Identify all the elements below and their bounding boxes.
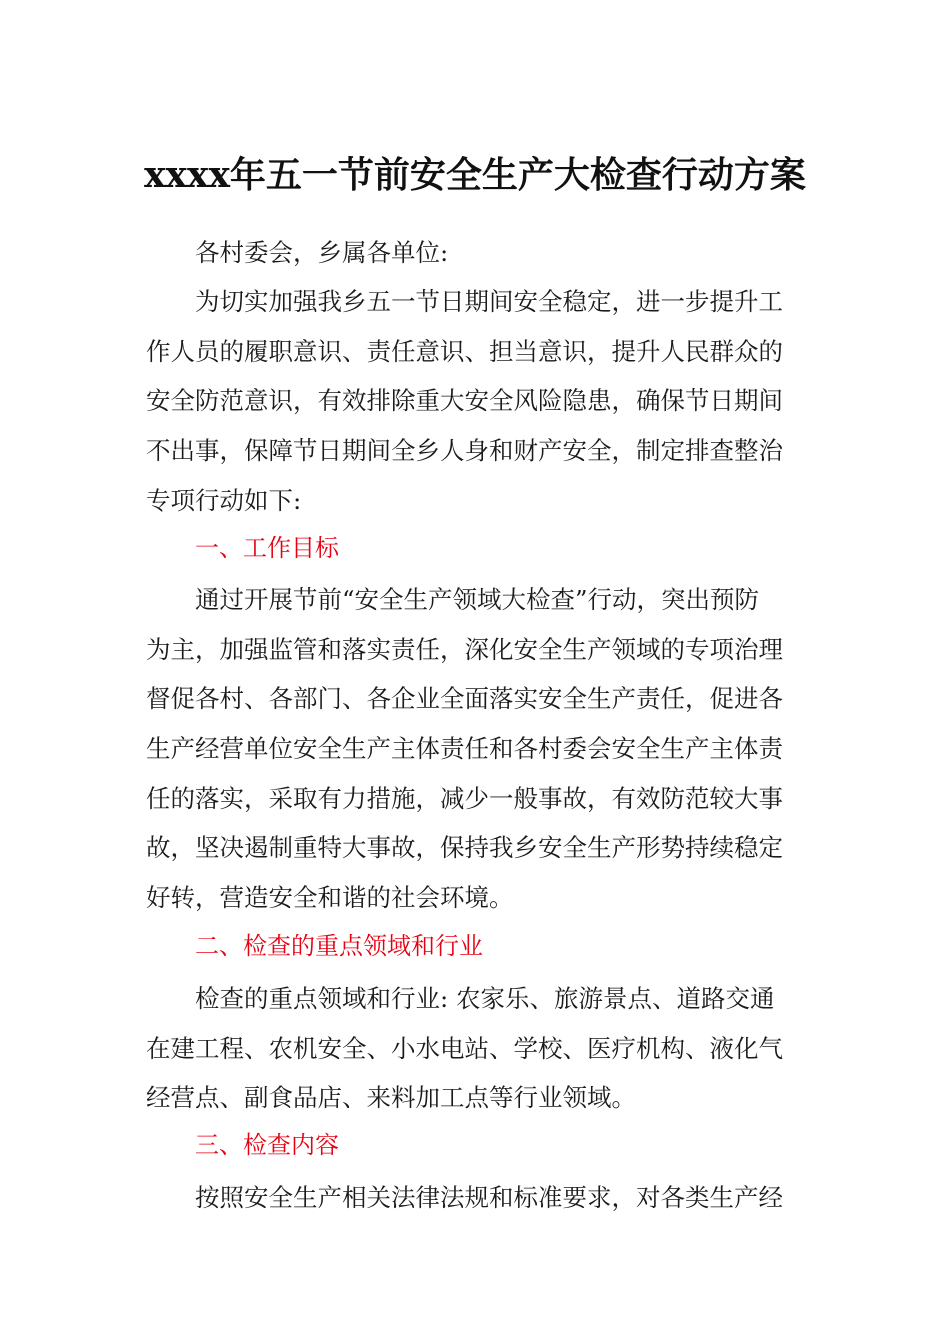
intro-paragraph	[146, 277, 808, 525]
paragraph-line: 检查的重点领域和行业: 农家乐、旅游景点、道路交通	[195, 984, 775, 1013]
salutation-paragraph	[146, 228, 808, 278]
paragraph-line: 不出事，保障节日期间全乡人身和财产安全，制定排查整治	[146, 436, 783, 466]
paragraph-line: 督促各村、各部门、各企业全面落实安全生产责任，促进各	[146, 684, 783, 714]
paragraph-line: 为切实加强我乡五一节日期间安全稳定，进一步提升工	[195, 287, 783, 316]
paragraph-line: 专项行动如下:	[146, 485, 302, 515]
paragraph-line: 经营点、副食品店、来料加工点等行业领域。	[146, 1083, 636, 1113]
work-goals-paragraph	[146, 575, 808, 923]
paragraph-line: 任的落实，采取有力措施，减少一般事故，有效防范较大事	[146, 783, 783, 813]
paragraph-line: 为主，加强监管和落实责任，深化安全生产领域的专项治理	[146, 634, 783, 664]
paragraph-line: 按照安全生产相关法律法规和标准要求，对各类生产经	[195, 1183, 783, 1212]
paragraph-line: 安全防范意识，有效排除重大安全风险隐患，确保节日期间	[146, 386, 783, 416]
section-heading-work-goals: 一、工作目标	[195, 534, 339, 562]
paragraph-line: 通过开展节前“安全生产领域大检查”行动，突出预防	[195, 585, 760, 614]
paragraph-line: 作人员的履职意识、责任意识、担当意识，提升人民群众的	[146, 336, 783, 366]
inspection-content-paragraph	[146, 1173, 808, 1223]
section-heading-inspection-content: 三、检查内容	[195, 1131, 339, 1159]
section-heading-key-areas: 二、检查的重点领域和行业	[195, 932, 483, 960]
paragraph-line: 在建工程、农机安全、小水电站、学校、医疗机构、液化气	[146, 1033, 783, 1063]
paragraph-line: 生产经营单位安全生产主体责任和各村委会安全生产主体责	[146, 734, 783, 764]
paragraph-line: 好转，营造安全和谐的社会环境。	[146, 883, 514, 913]
key-areas-paragraph	[146, 974, 808, 1123]
paragraph-line: 故，坚决遏制重特大事故，保持我乡安全生产形势持续稳定	[146, 833, 783, 863]
document-title: xxxx年五一节前安全生产大检查行动方案	[144, 154, 806, 196]
salutation-line: 各村委会，乡属各单位:	[195, 238, 449, 267]
